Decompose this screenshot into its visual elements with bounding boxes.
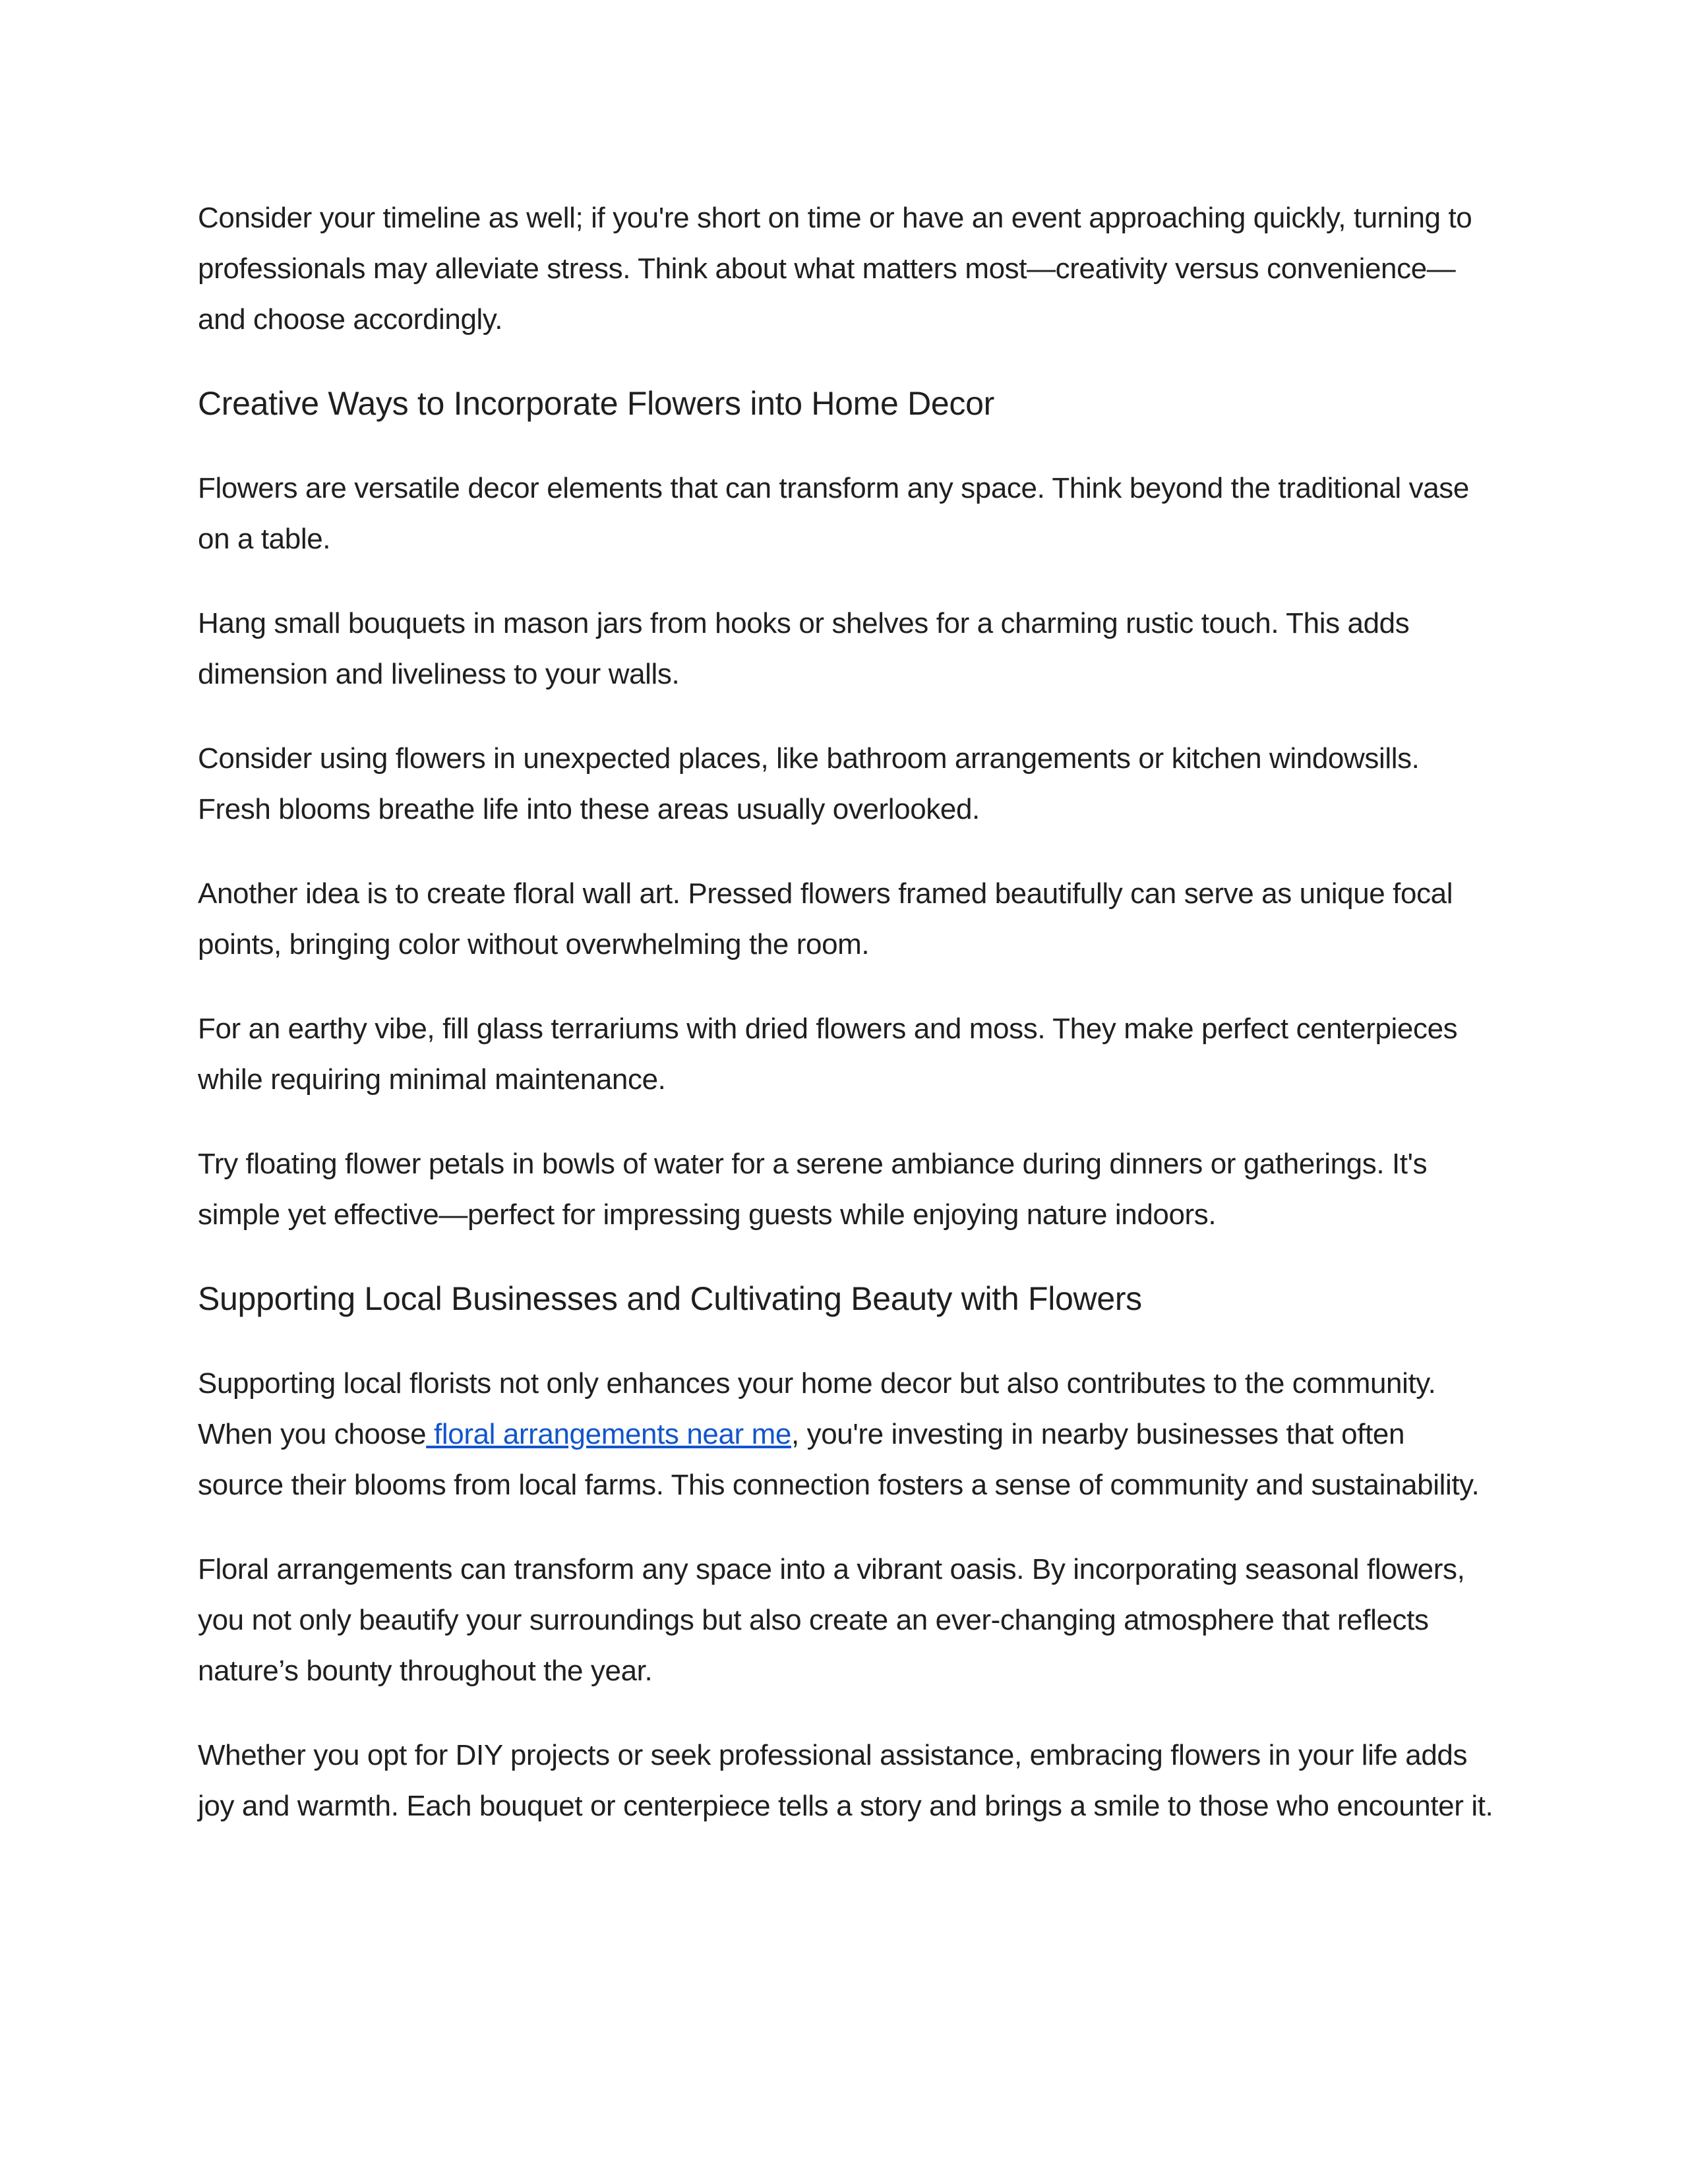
heading-supporting-local: Supporting Local Businesses and Cultivating Beauty with Flowers [198, 1280, 1142, 1317]
paragraph-joy-warmth: Whether you opt for DIY projects or seek professional assistance, embracing flowers in your life adds joy and warmth. Each bouquet or centerpiece tells a story and brings a smile to those who encounter it. [198, 1739, 1493, 1822]
paragraph-floating-petals: Try floating flower petals in bowls of water for a serene ambiance during dinners or gatherings. It's simple yet effective—perfect for impressing guests while enjoying nature indoors. [198, 1148, 1428, 1231]
paragraph-local-florists-text-end: , you're investing in nearby businesses that often source their blooms from local farms. This connection fosters a sense of community and sustainability. [198, 1418, 1480, 1501]
paragraph-unexpected-places: Consider using flowers in unexpected places, like bathroom arrangements or kitchen windowsills. Fresh blooms breathe life into these areas usually overlooked. [198, 742, 1420, 825]
document-body [198, 192, 1493, 1865]
paragraph-local-florists [198, 1358, 1493, 1510]
paragraph-timeline: Consider your timeline as well; if you're short on time or have an event approaching quickly, turning to professionals may alleviate stress. Think about what matters most—creativity versus convenience—and choose accordingly. [198, 202, 1472, 336]
paragraph-local-florists-text-start: Supporting local florists not only enhances your home decor but also contributes to the community. When you choose [198, 1367, 1436, 1450]
heading-creative-ways: Creative Ways to Incorporate Flowers into Home Decor [198, 385, 994, 422]
paragraph-wall-art: Another idea is to create floral wall art. Pressed flowers framed beautifully can serve as unique focal points, bringing color without overwhelming the room. [198, 877, 1453, 960]
paragraph-vibrant-oasis: Floral arrangements can transform any space into a vibrant oasis. By incorporating seasonal flowers, you not only beautify your surroundings but also create an ever-changing atmosphere that reflects nature’s bounty throughout the year. [198, 1553, 1465, 1687]
paragraph-terrariums: For an earthy vibe, fill glass terrariums with dried flowers and moss. They make perfect centerpieces while requiring minimal maintenance. [198, 1013, 1458, 1096]
floral-arrangements-link[interactable]: floral arrangements near me [426, 1418, 791, 1450]
paragraph-versatile-decor: Flowers are versatile decor elements that can transform any space. Think beyond the traditional vase on a table. [198, 472, 1469, 555]
paragraph-mason-jars: Hang small bouquets in mason jars from hooks or shelves for a charming rustic touch. This adds dimension and liveliness to your walls. [198, 607, 1410, 690]
